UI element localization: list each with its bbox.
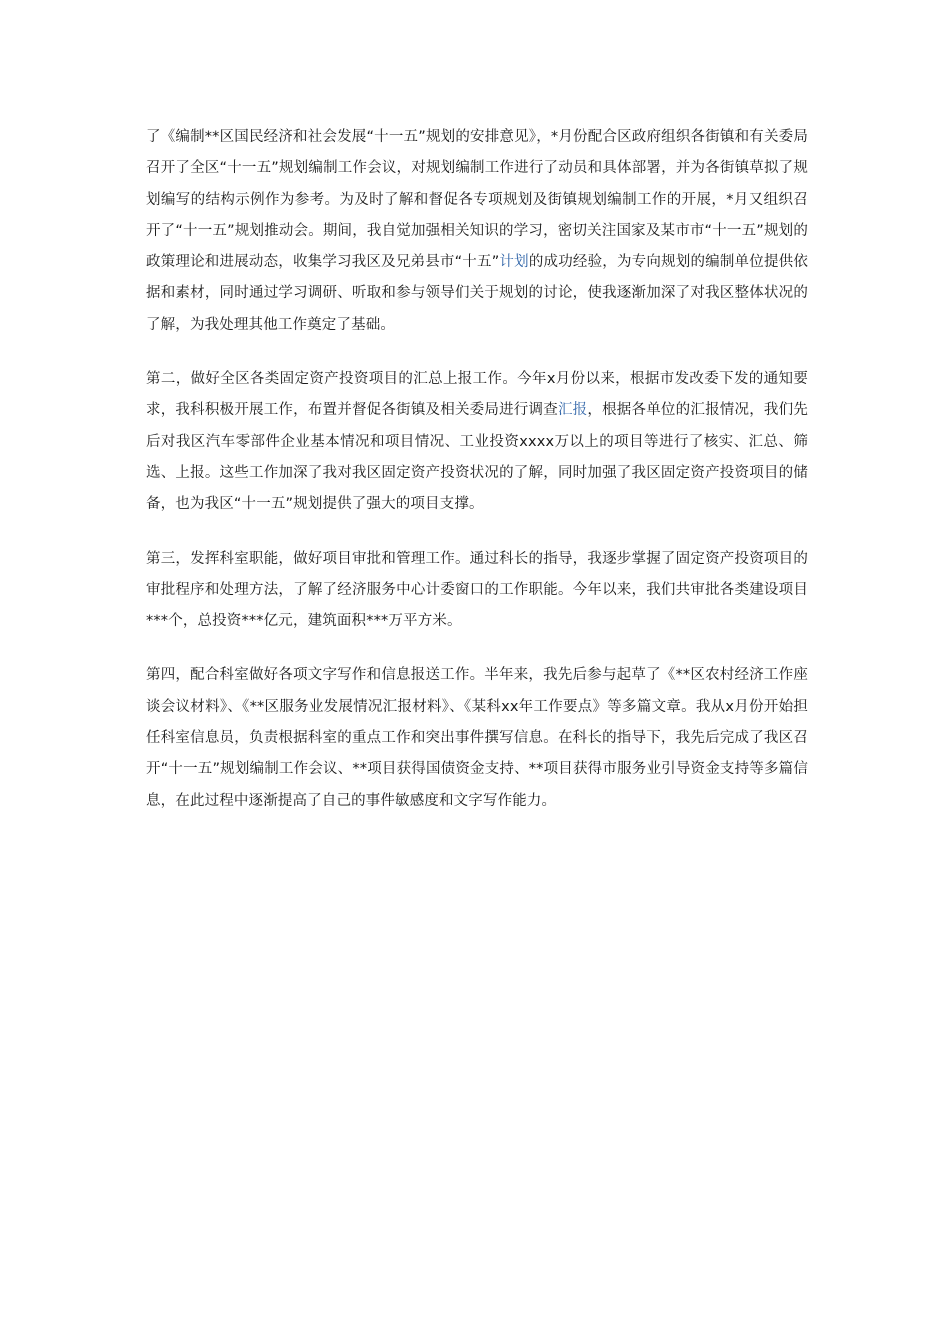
paragraph-second-investment-projects [146,364,808,520]
link-report[interactable]: 汇报 [557,402,588,419]
paragraph-planning-work [146,122,808,341]
link-plan[interactable]: 计划 [499,254,529,271]
paragraph-text: 了《编制**区国民经济和社会发展“十一五”规划的安排意见》，*月份配合区政府组织各街镇和有关委局召开了全区“十一五”规划编制工作会议，对规划编制工作进行了动员和具体部署，并为各街镇草拟了规划编写的结构示例作为参考。为及时了解和督促各专项规划及街镇规划编制工作的开展，*月又组织召开了“十一五”规划推动会。期间，我自觉加强相关知识的学习，密切关注国家及某市市“十一五”规划的政策理论和进展动态，收集学习我区及兄弟县市“十五” [146,129,808,271]
paragraph-third-project-approval: 第三，发挥科室职能，做好项目审批和管理工作。通过科长的指导，我逐步掌握了固定资产投资项目的审批程序和处理方法，了解了经济服务中心计委窗口的工作职能。今年以来，我们共审批各类建设项目***个，总投资***亿元，建筑面积***万平方米。 [146,550,808,630]
document-page [146,122,808,817]
paragraph-fourth-writing-work: 第四，配合科室做好各项文字写作和信息报送工作。半年来，我先后参与起草了《**区农村经济工作座谈会议材料》、《**区服务业发展情况汇报材料》、《某科xx年工作要点》等多篇文章。我从x月份开始担任科室信息员，负责根据科室的重点工作和突出事件撰写信息。在科长的指导下，我先后完成了我区召开“十一五”规划编制工作会议、**项目获得国债资金支持、**项目获得市服务业引导资金支持等多篇信息，在此过程中逐渐提高了自己的事件敏感度和文字写作能力。 [146,667,808,809]
paragraph-text: ，根据各单位的汇报情况，我们先后对我区汽车零部件企业基本情况和项目情况、工业投资xxxx万以上的项目等进行了核实、汇总、筛选、上报。这些工作加深了我对我区固定资产投资状况的了解，同时加强了我区固定资产投资项目的储备，也为我区“十一五”规划提供了强大的项目支撑。 [146,402,808,513]
paragraph-text: 第二，做好全区各类固定资产投资项目的汇总上报工作。今年x月份以来，根据市发改委下发的通知要求，我科积极开展工作，布置并督促各街镇及相关委局进行调查 [146,371,808,419]
paragraph-text: 的成功经验，为专向规划的编制单位提供依据和素材，同时通过学习调研、听取和参与领导们关于规划的讨论，使我逐渐加深了对我区整体状况的了解，为我处理其他工作奠定了基础。 [146,254,808,333]
